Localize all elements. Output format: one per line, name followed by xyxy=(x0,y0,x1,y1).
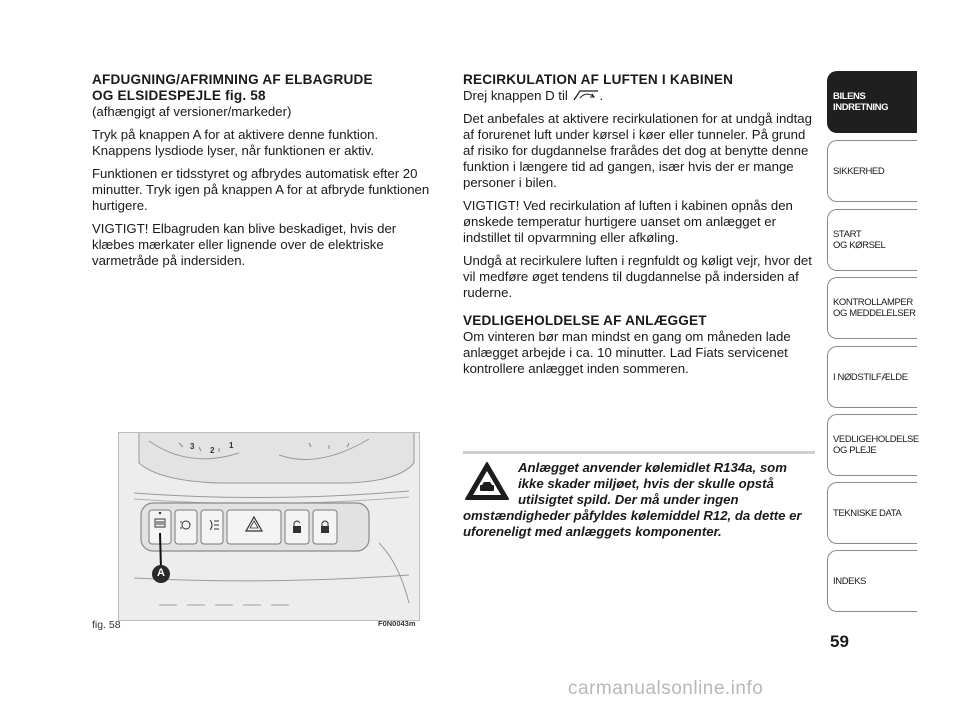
recirculation-car-icon xyxy=(572,88,600,102)
paragraph-recirc-1 xyxy=(463,88,818,104)
left-column xyxy=(92,72,437,276)
chapter-tab-label xyxy=(833,434,919,456)
chapter-tab-label-line-1: I NØDSTILFÆLDE xyxy=(833,371,908,383)
warning-divider xyxy=(463,451,815,454)
chapter-tab-start[interactable] xyxy=(827,209,917,271)
chapter-tab-tekniske-data[interactable] xyxy=(827,482,917,544)
paragraph-recirc-4: Undgå at recirkulere luften i regnfuldt og køligt vejr, hvor det vil medføre øget tendens til dugdannelse på indersiden af ruderne. xyxy=(463,253,812,300)
chapter-tab-label xyxy=(833,91,888,113)
paragraph-maintenance: Om vinteren bør man mindst en gang om måneden lade anlægget arbejde i ca. 10 minutter. Lad Fiats servicenet kontrollere anlægget inden sommeren. xyxy=(463,329,791,376)
chapter-tab-label-line-1: TEKNISKE DATA xyxy=(833,507,902,519)
watermark: carmanualsonline.info xyxy=(568,678,764,699)
warning-text xyxy=(463,460,815,540)
chapter-tab-label-line-2: OG MEDDELELSER xyxy=(833,308,916,319)
dial-number-1: 1 xyxy=(229,441,234,450)
section-heading-recirculation: RECIRKULATION AF LUFTEN I KABINEN xyxy=(463,72,734,87)
section-heading-defrost xyxy=(92,72,437,104)
figure-caption: fig. 58 xyxy=(92,619,121,631)
chapter-tab-label-line-1: INDEKS xyxy=(833,575,866,587)
figure-code: F0N0043m xyxy=(378,619,416,628)
right-column xyxy=(463,72,818,384)
recirc-instruction: Drej knappen D til xyxy=(463,88,568,103)
warning-message: Anlægget anvender kølemidlet R134a, som ikke skader miljøet, hvis der skulle opstå utilsigtet spild. Der må under ingen omstændigheder påfyldes kølemiddel R12, da dette er uforeneligt med anlæggets komponenter. xyxy=(463,460,802,539)
chapter-tab-label-line-1: SIKKERHED xyxy=(833,165,885,177)
chapter-tab-label xyxy=(833,372,908,383)
page-number: 59 xyxy=(830,632,849,651)
heading-subtitle: (afhængigt af versioner/markeder) xyxy=(92,104,292,119)
chapter-tab-indeks[interactable] xyxy=(827,550,917,612)
paragraph-defrost-3: VIGTIGT! Elbagruden kan blive beskadiget, hvis der klæbes mærkater eller lignende over de elektriske varmetråde på indersiden. xyxy=(92,221,397,268)
chapter-tab-i-nødstilfælde[interactable] xyxy=(827,346,917,408)
recirc-instruction-end: . xyxy=(599,88,604,103)
paragraph-defrost-2: Funktionen er tidsstyret og afbrydes automatisk efter 20 minutter. Tryk igen på knappen A for at afbryde funktionen hurtigere. xyxy=(92,166,430,213)
heading-line-2: OG ELSIDESPEJLE fig. 58 xyxy=(92,88,266,103)
chapter-tab-label xyxy=(833,297,916,319)
paragraph-recirc-2: Det anbefales at aktivere recirkulationen for at undgå indtag af forurenet luft under kørsel i køer eller tunneler. På grund af risiko for dugdannelse frarådes det dog at benytte denne funktion i længere tid ad gangen, især hvis der er mange personer i bilen. xyxy=(463,111,812,190)
chapter-tab-label-line-2: INDRETNING xyxy=(833,102,889,113)
chapter-tab-label-line-1: START xyxy=(833,229,862,240)
section-heading-maintenance: VEDLIGEHOLDELSE AF ANLÆGGET xyxy=(463,313,707,328)
chapter-tab-sikkerhed[interactable] xyxy=(827,140,917,202)
chapter-tab-vedligeholdelse[interactable] xyxy=(827,414,917,476)
figure-58-dashboard-switches xyxy=(118,432,420,621)
warning-indent xyxy=(463,460,518,508)
chapter-tab-label xyxy=(833,508,901,519)
chapter-tab-label xyxy=(833,166,884,177)
chapter-tab-label-line-2: OG KØRSEL xyxy=(833,240,886,251)
chapter-tab-label-line-1: BILENS xyxy=(833,91,866,102)
dial-number-2: 2 xyxy=(210,446,215,455)
paragraph-recirc-3: VIGTIGT! Ved recirkulation af luften i kabinen opnås den ønskede temperatur hurtigere uanset om anlægget er indstillet til opvarmning eller afkøling. xyxy=(463,198,793,245)
chapter-tab-label-line-2: OG PLEJE xyxy=(833,445,877,456)
chapter-tab-label xyxy=(833,576,866,587)
chapter-tab-bilens[interactable] xyxy=(827,71,917,133)
chapter-tab-label-line-1: VEDLIGEHOLDELSE xyxy=(833,434,919,445)
chapter-tab-label xyxy=(833,229,885,251)
paragraph-defrost-1: Tryk på knappen A for at aktivere denne funktion. Knappens lysdiode lyser, når funktionen er aktiv. xyxy=(92,127,379,158)
chapter-tab-label-line-1: KONTROLLAMPER xyxy=(833,297,913,308)
callout-label-a: A xyxy=(157,567,165,579)
dashboard-illustration xyxy=(119,433,419,620)
dial-number-3: 3 xyxy=(190,442,195,451)
heading-line-1: AFDUGNING/AFRIMNING AF ELBAGRUDE xyxy=(92,72,373,87)
chapter-tab-kontrollamper[interactable] xyxy=(827,277,917,339)
